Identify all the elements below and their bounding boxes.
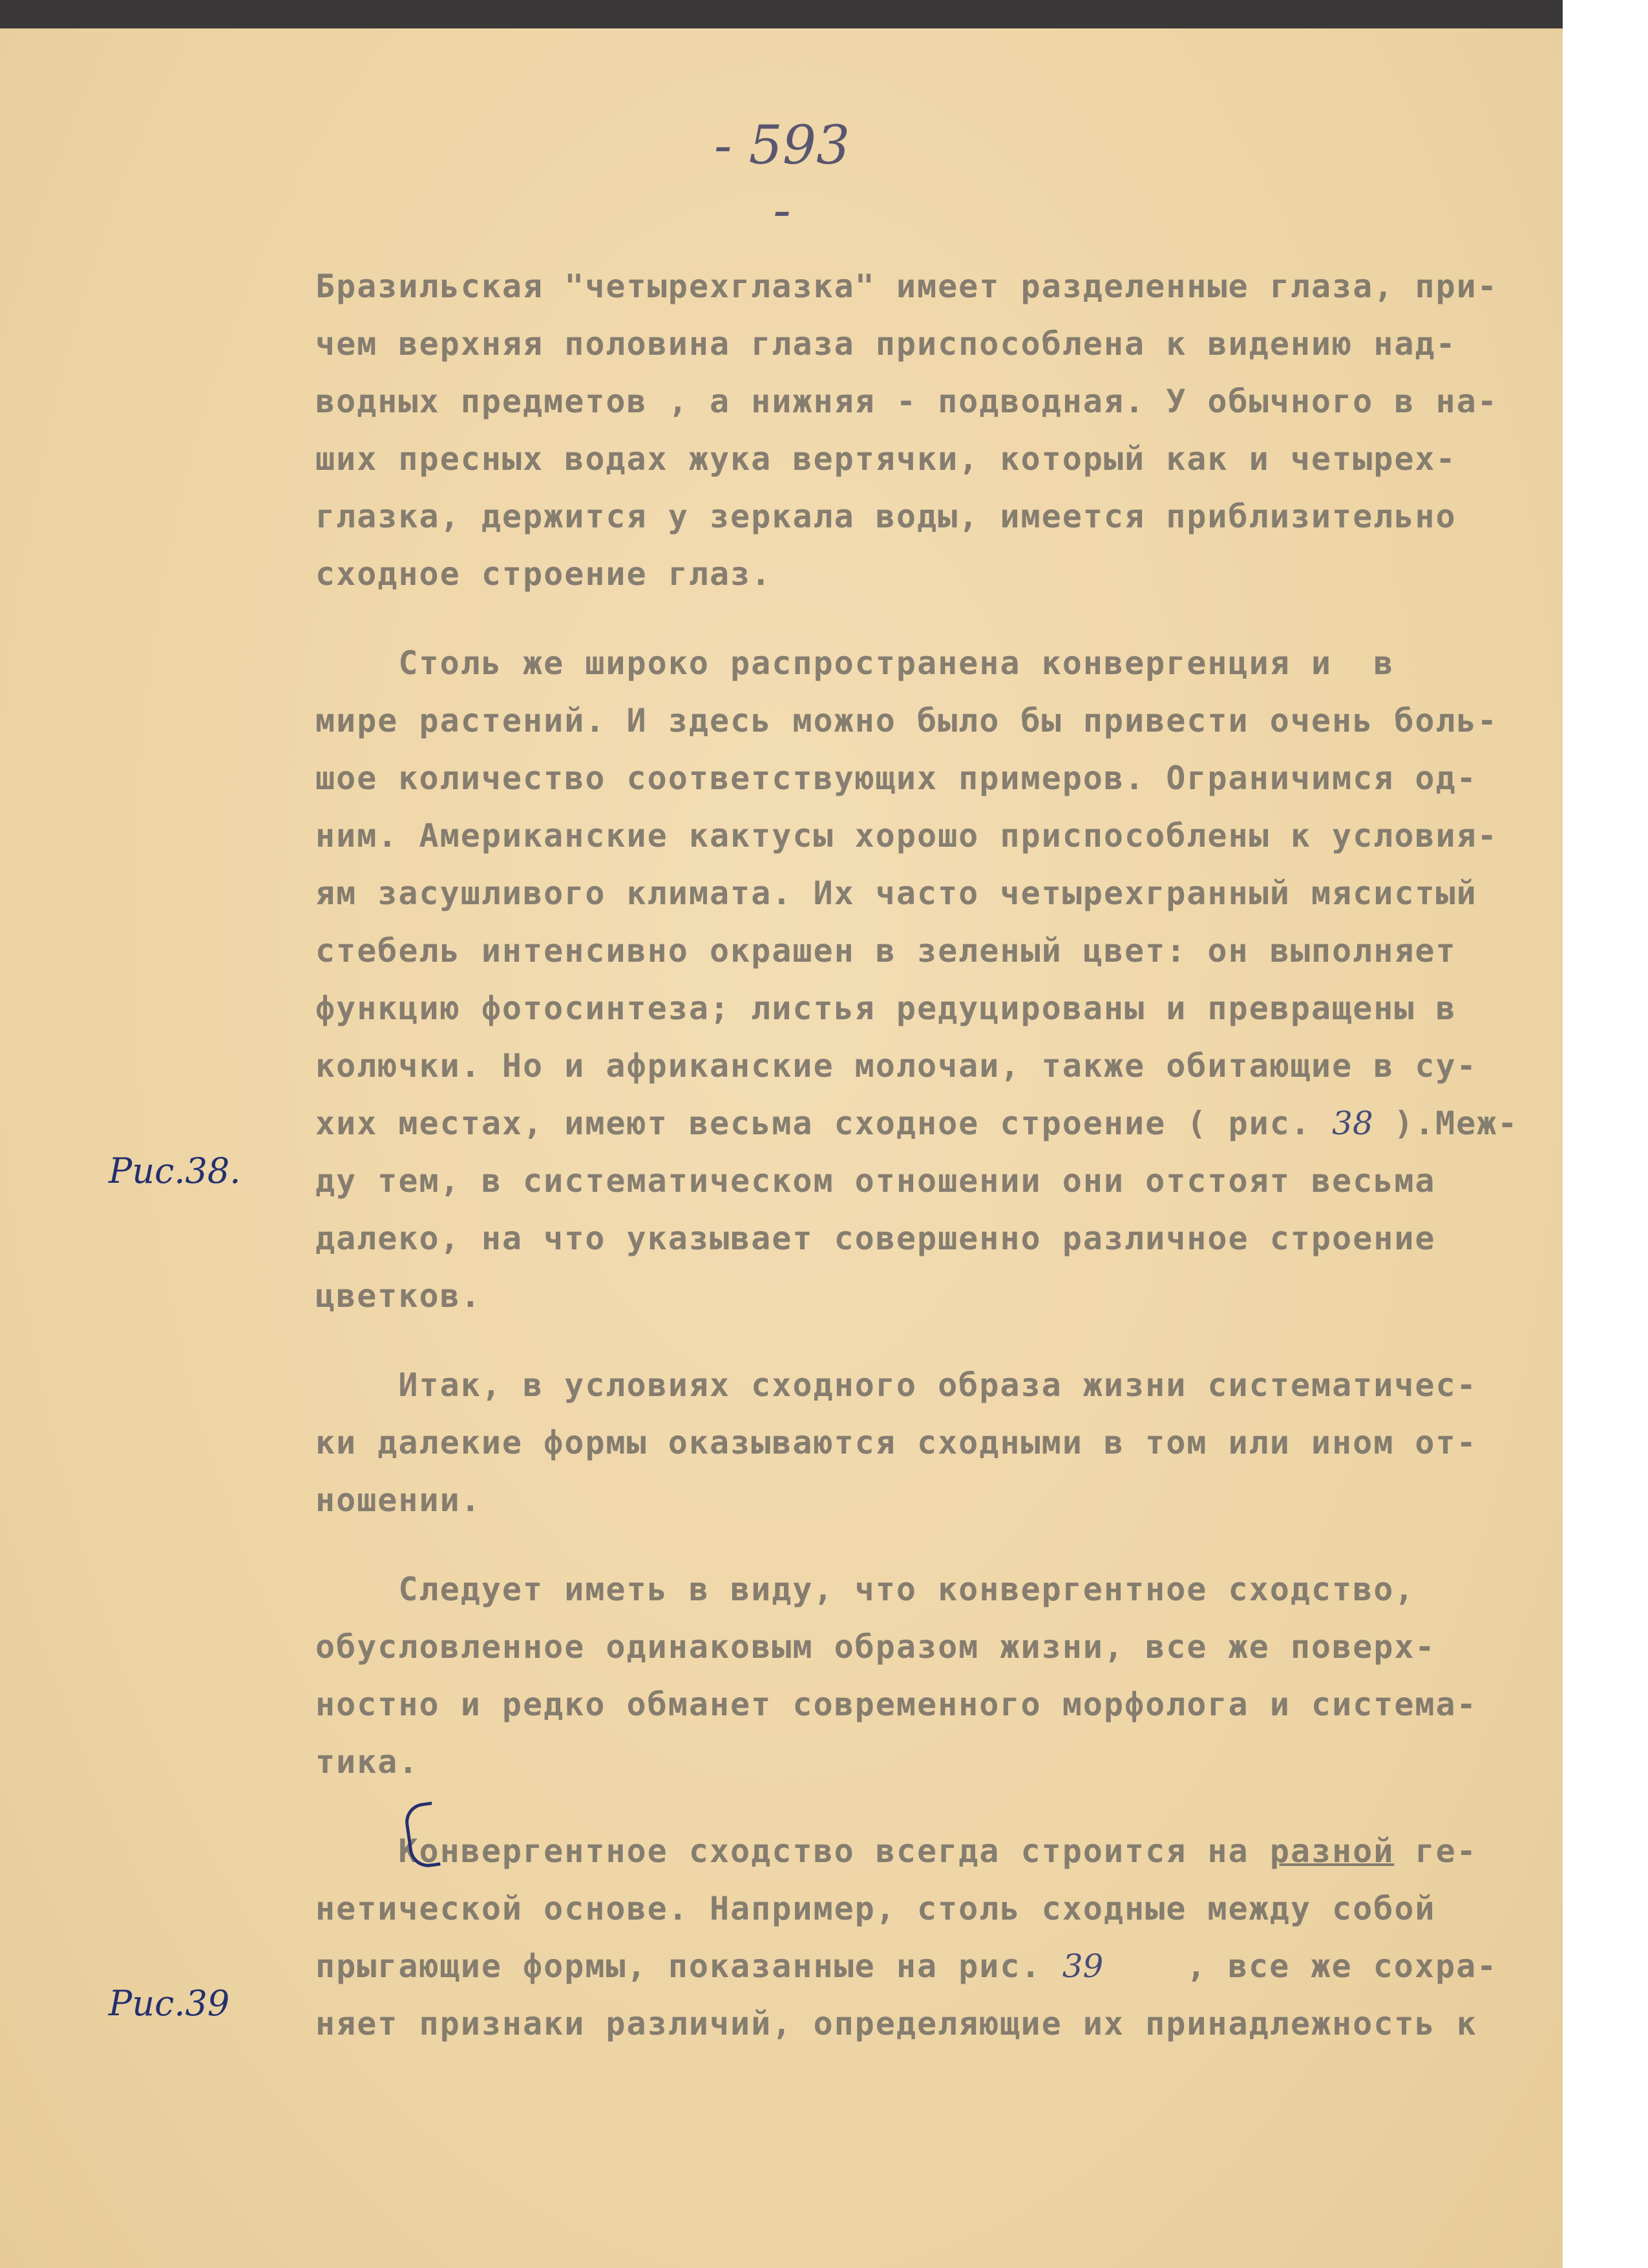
text-line: ношении. bbox=[315, 1481, 481, 1519]
text-line: водных предметов , а нижняя - подводная. У обычного в на- bbox=[315, 383, 1498, 420]
text-line: ших пресных водах жука вертячки, который как и четырех- bbox=[315, 440, 1457, 478]
margin-note-fig38: Рис.38. bbox=[109, 1150, 241, 1191]
scan-margin bbox=[1563, 0, 1648, 2268]
text-line: шое количество соответствующих примеров. Ограничимся од- bbox=[315, 759, 1477, 797]
text-line: ним. Американские кактусы хорошо приспособлены к условия- bbox=[315, 817, 1498, 854]
text-line: цветков. bbox=[315, 1277, 481, 1315]
text-line: тика. bbox=[315, 1743, 419, 1781]
text-line: сходное строение глаз. bbox=[315, 555, 772, 593]
text-line: мире растений. И здесь можно было бы привести очень боль- bbox=[315, 702, 1498, 739]
text-line: ду тем, в систематическом отношении они отстоят весьма bbox=[315, 1162, 1436, 1200]
underlined-word: разной bbox=[1269, 1832, 1395, 1870]
text-line: няет признаки различий, определяющие их принадлежность к bbox=[315, 2005, 1477, 2042]
text-line: глазка, держится у зеркала воды, имеется приблизительно bbox=[315, 498, 1457, 535]
text-line: чем верхняя половина глаза приспособлена к видению над- bbox=[315, 325, 1457, 363]
text-line: стебель интенсивно окрашен в зеленый цвет: он выполняет bbox=[315, 932, 1457, 970]
text-line: ностно и редко обманет современного морфолога и система- bbox=[315, 1686, 1477, 1723]
text-line-fig38: хих местах, имеют весьма сходное строение ( рис. 38 ).Меж- bbox=[315, 1105, 1519, 1142]
text-line: ки далекие формы оказываются сходными в том или ином от- bbox=[315, 1424, 1477, 1461]
text-line: функцию фотосинтеза; листья редуцированы и превращены в bbox=[315, 990, 1457, 1027]
page-number: - 593 - bbox=[713, 115, 850, 241]
text-line: далеко, на что указывает совершенно различное строение bbox=[315, 1220, 1436, 1257]
handwritten-fig-38: 38 bbox=[1332, 1105, 1373, 1142]
text-line: Столь же широко распространена конвергенция и в bbox=[315, 644, 1395, 682]
text-line: Итак, в условиях сходного образа жизни систематичес- bbox=[315, 1366, 1477, 1404]
text-line: колючки. Но и африканские молочаи, также обитающие в су- bbox=[315, 1047, 1477, 1085]
text-line: Бразильская "четырехглазка" имеет разделенные глаза, при- bbox=[315, 268, 1498, 305]
text-line: Следует иметь в виду, что конвергентное сходство, bbox=[315, 1571, 1415, 1608]
text-line: обусловленное одинаковым образом жизни, все же поверх- bbox=[315, 1628, 1436, 1666]
text-line: ям засушливого климата. Их часто четырехгранный мясистый bbox=[315, 874, 1477, 912]
text-line: нетической основе. Например, столь сходные между собой bbox=[315, 1890, 1436, 1927]
text-line-fig39: прыгающие формы, показанные на рис. 39 , все же сохра- bbox=[315, 1947, 1498, 1985]
text-line-razn: Конвергентное сходство всегда строится на разной ге- bbox=[315, 1832, 1477, 1870]
handwritten-fig-39: 39 bbox=[1062, 1947, 1104, 1985]
margin-note-fig39: Рис.39 bbox=[109, 1983, 230, 2024]
